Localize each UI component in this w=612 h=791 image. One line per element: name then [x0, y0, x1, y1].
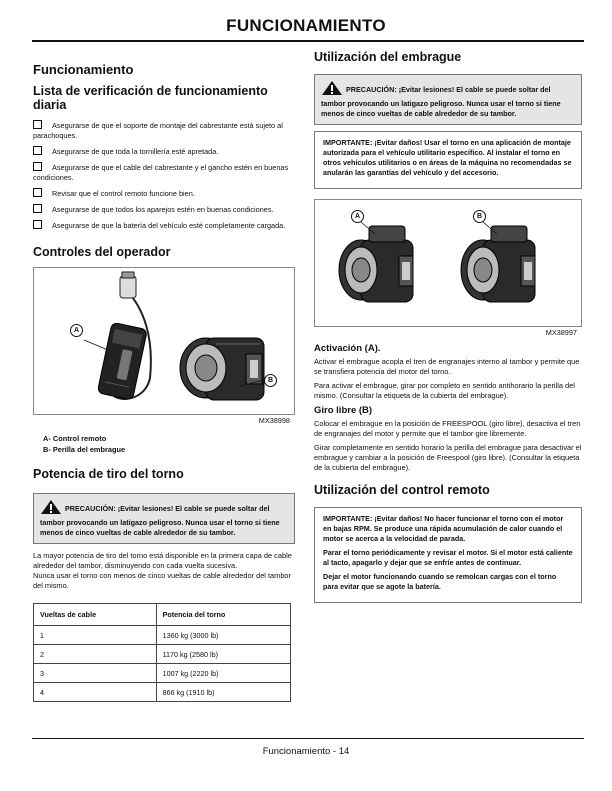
checklist-heading: Lista de verificación de funcionamiento diaria	[33, 84, 268, 112]
checkbox-icon	[33, 188, 42, 197]
clutch-heading: Utilización del embrague	[314, 50, 462, 64]
warning-icon	[321, 80, 343, 99]
main-heading: Funcionamiento	[33, 62, 134, 77]
table-header: Potencia del torno	[156, 604, 290, 626]
page-number: Funcionamiento - 14	[262, 746, 350, 757]
checklist-item: Revisar que el control remoto funcione bien.	[33, 188, 295, 199]
controls-heading: Controles del operador	[33, 245, 171, 259]
label-a: A	[70, 324, 83, 337]
caption-b: B- Perilla del embrague	[43, 445, 126, 454]
checklist-item: Asegurarse de que el soporte de montaje del cabrestante está sujeto al parachoques.	[33, 121, 283, 140]
label-b: B	[473, 210, 486, 223]
table-header: Vueltas de cable	[34, 604, 157, 626]
table-row: 1 1360 kg (3000 lb)	[34, 626, 291, 645]
figure-code: MX38998	[258, 416, 290, 425]
checkbox-icon	[33, 120, 42, 129]
freespool-text: Colocar el embrague en la posición de FREESPOOL (giro libre), desactiva el tren de engranajes del motor y permite que el tambor gire libremente. Girar completamente en sentido horario la perilla del embrague para desactivar el embrague y cambiar a la posición de Freespool (giro libre). (Consultar la etiqueta de la cubierta del embrague).	[314, 419, 582, 472]
important-box: IMPORTANTE: ¡Evitar daños! Usar el torno en una aplicación de montaje autorizada para el vehículo utilitario específico. Al instalar el torno en otros vehículos utilitarios o en áreas de la máquina no recomendadas se anularán las garantías del vehículo y del accesorio.	[314, 131, 582, 189]
table-row: 4 866 kg (1910 lb)	[34, 683, 291, 702]
pull-table	[33, 603, 291, 702]
winch-remote-illustration	[34, 268, 294, 414]
figure-clutch	[314, 199, 582, 337]
checklist-item: Asegurarse de que todos los aparejos estén en buenas condiciones.	[33, 204, 295, 215]
figure-controls	[33, 267, 295, 425]
checklist-item: Asegurarse de que toda la tornillería esté apretada.	[33, 146, 295, 157]
page-title: FUNCIONAMIENTO	[226, 16, 386, 35]
header-rule	[32, 40, 584, 42]
warning-box: PRECAUCIÓN: ¡Evitar lesiones! El cable se puede soltar del tambor provocando un latigazo peligroso. Nunca usar el torno si tiene menos de cinco vueltas de cable alrededor de su tambor.	[314, 74, 582, 125]
footer-rule	[32, 738, 584, 739]
figure-code: MX38997	[545, 328, 577, 337]
pull-text: La mayor potencia de tiro del torno está disponible en la primera capa de cable alrededor del tambor, disminuyendo con cada vuelta sucesiva. Nunca usar el torno con menos de cinco vueltas de cable alrededor del tambor del mismo.	[33, 551, 292, 590]
freespool-heading: Giro libre (B)	[314, 405, 373, 416]
table-row: 3 1007 kg (2220 lb)	[34, 664, 291, 683]
label-a: A	[351, 210, 364, 223]
table-row: 2 1170 kg (2580 lb)	[34, 645, 291, 664]
warning-box: PRECAUCIÓN: ¡Evitar lesiones! El cable se puede soltar del tambor provocando un latigazo peligroso. Nunca usar el torno si tiene menos de cinco vueltas de cable alrededor de su tambor.	[33, 493, 295, 544]
checklist-item: Asegurarse de que el cable del cabrestante y el gancho estén en buenas condiciones.	[33, 163, 289, 182]
right-column	[314, 50, 582, 603]
left-column	[33, 50, 295, 702]
label-b: B	[264, 374, 277, 387]
checkbox-icon	[33, 146, 42, 155]
checkbox-icon	[33, 204, 42, 213]
activation-heading: Activación (A).	[314, 343, 381, 354]
warning-icon	[40, 499, 62, 518]
caption-a: A- Control remoto	[43, 434, 107, 443]
activation-text: Activar el embrague acopla el tren de engranajes interno al tambor y permite que se transfiera potencia del motor del torno. Para activar el embrague, girar por completo en sentido antihorario la perilla del mismo. (Consultar la etiqueta de la cubierta del embrague).	[314, 357, 580, 400]
checklist-item: Asegurarse de que la batería del vehículo esté completamente cargada.	[33, 220, 295, 231]
remote-heading: Utilización del control remoto	[314, 483, 490, 497]
checkbox-icon	[33, 162, 42, 171]
remote-important-box: IMPORTANTE: ¡Evitar daños! No hacer funcionar el torno con el motor en bajas RPM. Se produce una rápida acumulación de calor cuando el motor se acerca a la velocidad de parada. Parar el torno periódicamente y revisar el motor. Si el motor está caliente al tacto, apagarlo y dejar que se enfríe antes de continuar. Dejar el motor funcionando cuando se remolcan cargas con el torno para evitar que se agote la batería.	[314, 507, 582, 603]
checkbox-icon	[33, 220, 42, 229]
pull-heading: Potencia de tiro del torno	[33, 467, 184, 481]
